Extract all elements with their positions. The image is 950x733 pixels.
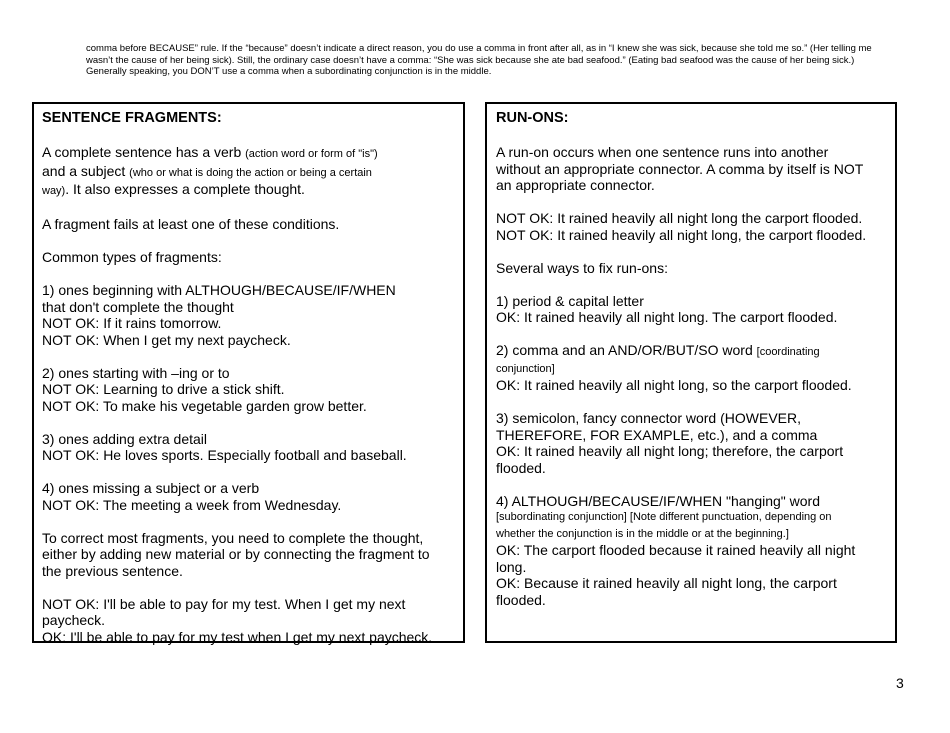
note-line: wasn’t the cause of her being sick). Still, the ordinary case doesn’t have a comma: “She was sick because she ate bad seafood.” (Eating bad seafood was the cause of her being sick.) <box>86 54 855 66</box>
runon-fix-3: 3) semicolon, fancy connector word (HOWEVER, THEREFORE, FOR EXAMPLE, etc.), and a comma OK: It rained heavily all night long; therefore, the carport flooded. <box>496 410 844 476</box>
def-note: (action word or form of "is") <box>245 148 378 160</box>
sentence-fragments-box <box>32 102 465 643</box>
fragments-heading: SENTENCE FRAGMENTS: <box>42 110 222 126</box>
fragment-type-4: 4) ones missing a subject or a verb NOT OK: The meeting a week from Wednesday. <box>42 480 342 513</box>
fragment-type-1: 1) ones beginning with ALTHOUGH/BECAUSE/IF/WHEN that don't complete the thought NOT OK: If it rains tomorrow. NOT OK: When I get my next paycheck. <box>42 282 396 348</box>
def-text: and a subject <box>42 162 130 179</box>
note-line: comma before BECAUSE” rule. If the “because” doesn’t indicate a direct reason, you do use a comma in front after all, as in “I knew she was sick, because she told me so.” (Her telling me <box>86 43 872 54</box>
runon-fix-1: 1) period & capital letter OK: It rained heavily all night long. The carport flooded. <box>496 292 838 325</box>
page-number: 3 <box>896 675 904 691</box>
runon-fix-2: 2) comma and an AND/OR/BUT/SO word [coordinating conjunction] OK: It rained heavily all night long, so the carport flooded. <box>496 342 852 393</box>
note-line: Generally speaking, you DON’T use a comma when a subordinating conjunction is in the middle. <box>86 66 492 77</box>
fragment-type-2: 2) ones starting with –ing or to NOT OK: Learning to drive a stick shift. NOT OK: To make his vegetable garden grow better. <box>42 364 367 414</box>
continued-note <box>86 43 896 78</box>
fragment-type-3: 3) ones adding extra detail NOT OK: He loves sports. Especially football and baseball. <box>42 430 407 463</box>
runon-fix-4: 4) ALTHOUGH/BECAUSE/IF/WHEN "hanging" word [subordinating conjunction] [Note different punctuation, depending on whether the conjunction is in the middle or at the beginning.] OK: The carport flooded because it rained heavily all night long. OK: Because it rained heavily all night long, the carport flooded. <box>496 492 856 608</box>
runons-intro: A run-on occurs when one sentence runs into another without an appropriate connector. A comma by itself is NOT an appropriate connector. <box>496 144 864 193</box>
fragments-definition <box>42 144 455 200</box>
fragments-fail-text: A fragment fails at least one of these conditions. <box>42 216 340 232</box>
runons-heading: RUN-ONS: <box>496 110 569 126</box>
def-note: (who or what is doing the action or being a certain <box>129 166 372 179</box>
def-note: way) <box>42 185 66 197</box>
def-text: A complete sentence has a verb <box>42 144 246 160</box>
runons-several: Several ways to fix run-ons: <box>496 259 668 276</box>
run-ons-box <box>485 102 897 643</box>
fragments-example: NOT OK: I'll be able to pay for my test. When I get my next paycheck. OK: I'll be able to pay for my test when I get my next paycheck. <box>42 595 433 645</box>
def-text: . It also expresses a complete thought. <box>65 181 305 197</box>
runons-not-ok: NOT OK: It rained heavily all night long the carport flooded. NOT OK: It rained heavily all night long, the carport flooded. <box>496 210 867 243</box>
fragments-correction: To correct most fragments, you need to complete the thought, either by adding new material or by connecting the fragment to the previous sentence. <box>42 529 430 579</box>
fragments-common-text: Common types of fragments: <box>42 249 222 265</box>
